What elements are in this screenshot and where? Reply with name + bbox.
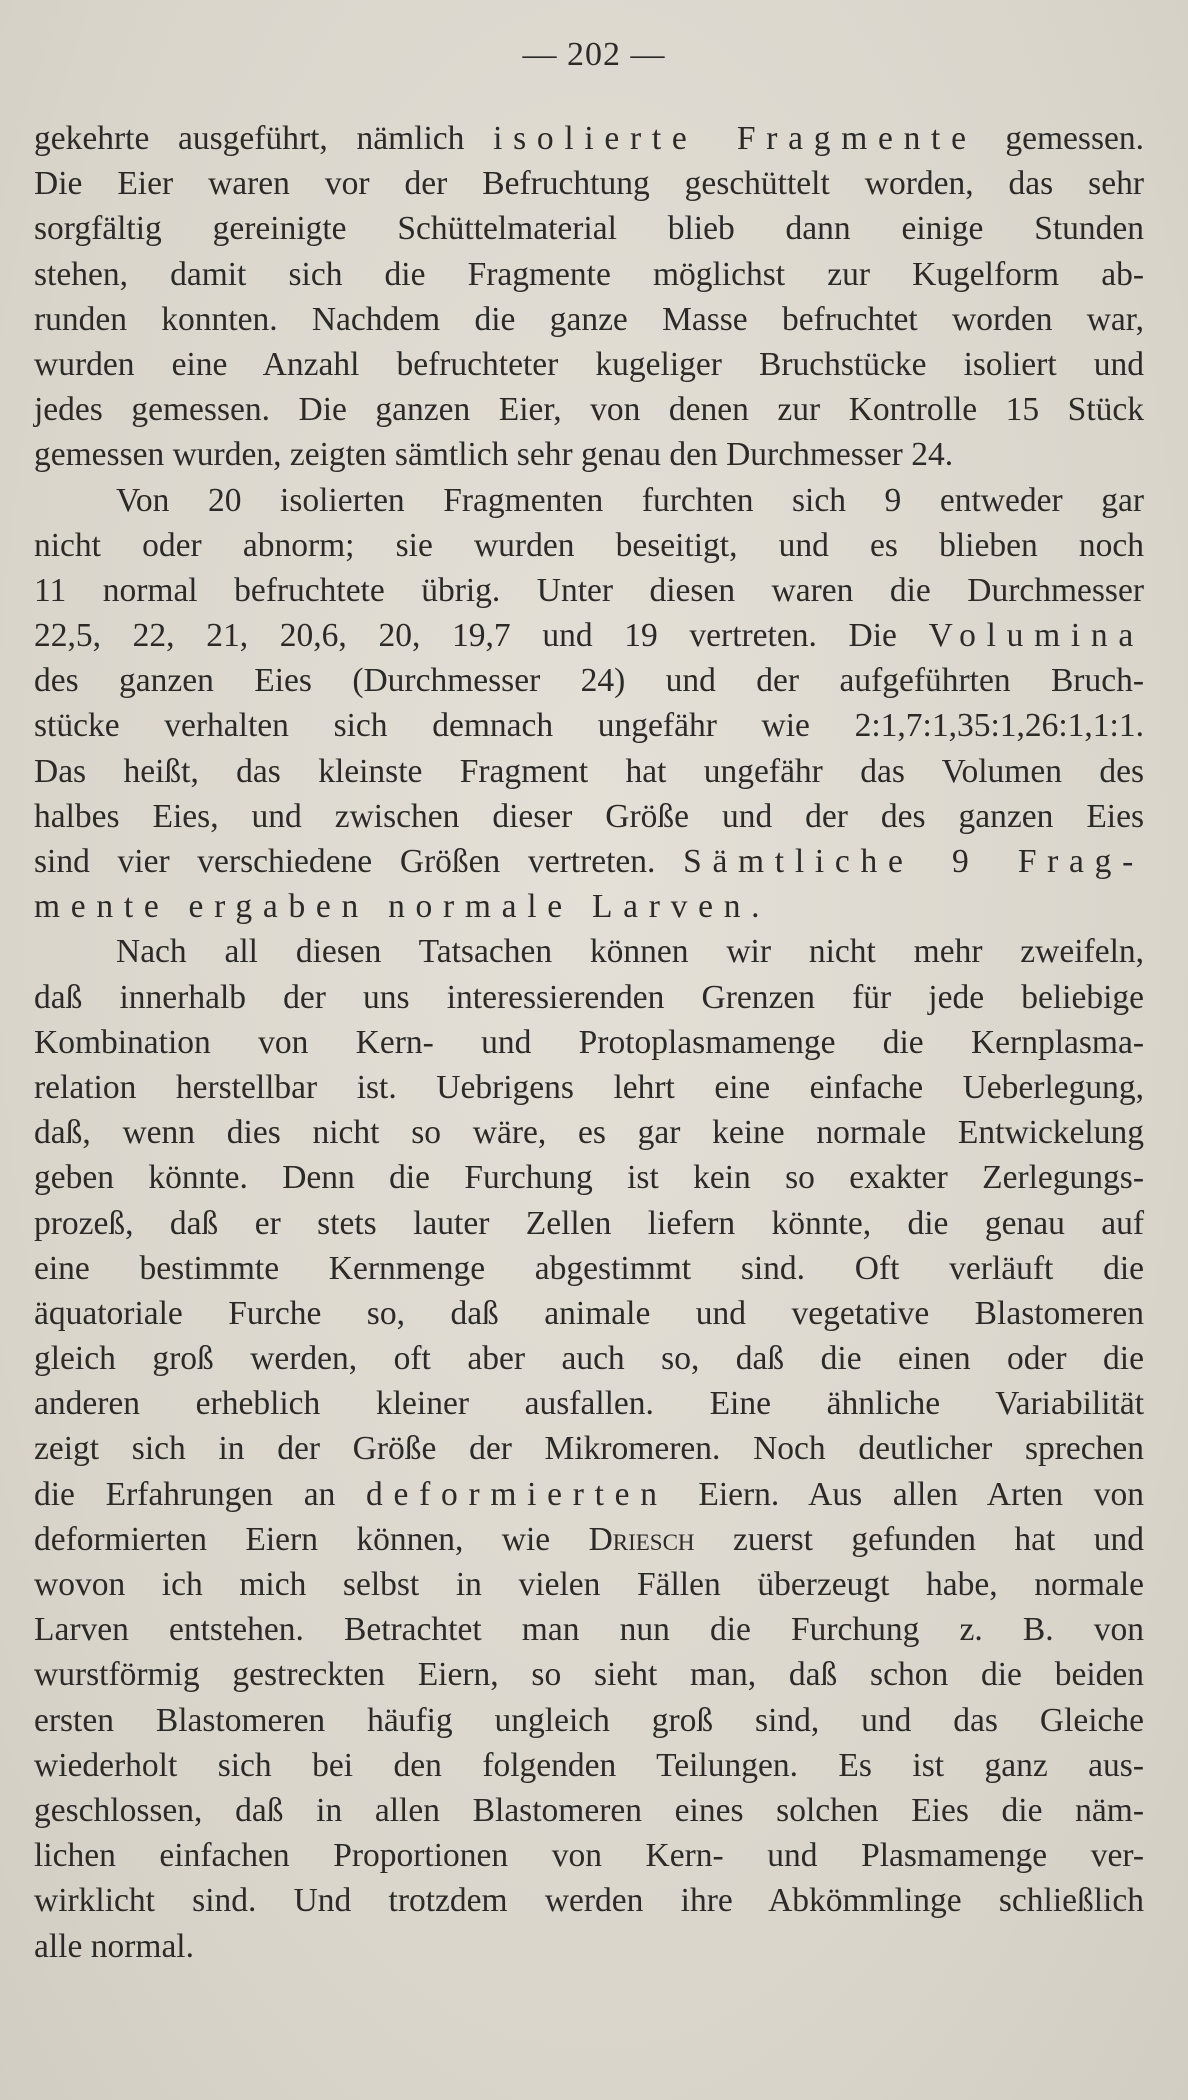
text-line <box>34 1155 1144 1200</box>
text-segment: prozeß, daß er stets lauter Zellen liefern könnte, die genau auf <box>34 1204 1144 1242</box>
text-segment: wiederholt sich bei den folgenden Teilungen. Es ist ganz aus- <box>34 1746 1144 1784</box>
text-line <box>34 613 1144 658</box>
text-segment: stücke verhalten sich demnach ungefähr wie 2:1,7:1,35:1,26:1,1:1. <box>34 707 1144 745</box>
text-segment: Von 20 isolierten Fragmenten furchten sich 9 entweder gar <box>116 481 1144 519</box>
spaced-emphasis: mente ergaben normale Larven. <box>34 888 771 926</box>
text-segment: daß, wenn dies nicht so wäre, es gar keine normale Entwickelung <box>34 1114 1144 1152</box>
text-segment: Larven entstehen. Betrachtet man nun die Furchung z. B. von <box>34 1611 1144 1649</box>
text-line <box>34 839 1144 884</box>
text-segment: gekehrte ausgeführt, nämlich <box>34 120 494 157</box>
text-line <box>34 884 1144 929</box>
text-line <box>34 1201 1144 1246</box>
text-line <box>34 1562 1144 1607</box>
text-segment: runden konnten. Nachdem die ganze Masse befruchtet worden war, <box>34 300 1144 338</box>
spaced-emphasis: isolierte Fragmente <box>493 120 977 157</box>
spaced-emphasis: deformierten <box>366 1475 668 1513</box>
text-line <box>34 1788 1144 1833</box>
text-segment: Die Eier waren vor der Befruchtung geschüttelt worden, das sehr <box>34 165 1144 203</box>
text-segment: ersten Blastomeren häufig ungleich groß sind, und das Gleiche <box>34 1701 1144 1739</box>
text-line <box>34 523 1144 568</box>
text-line <box>34 1336 1144 1381</box>
text-segment: deformierten Eiern können, wie <box>34 1520 589 1558</box>
text-line <box>34 387 1144 432</box>
spaced-emphasis: Volumina <box>928 617 1144 655</box>
text-segment: wurstförmig gestreckten Eiern, so sieht man, daß schon die beiden <box>34 1656 1144 1694</box>
text-segment: wurden eine Anzahl befruchteter kugeliger Bruchstücke isoliert und <box>34 345 1144 383</box>
text-segment: eine bestimmte Kernmenge abgestimmt sind. Oft verläuft die <box>34 1249 1144 1287</box>
text-line <box>34 1924 1144 1969</box>
text-segment: geben könnte. Denn die Furchung ist kein so exakter Zerlegungs- <box>34 1159 1144 1197</box>
text-line <box>34 975 1144 1020</box>
text-line <box>34 568 1144 613</box>
text-line <box>34 658 1144 703</box>
text-line <box>34 206 1144 251</box>
text-line <box>34 478 1144 523</box>
text-segment: gemessen. <box>976 120 1144 157</box>
paragraph <box>34 929 1144 1968</box>
text-segment: gemessen wurden, zeigten sämtlich sehr genau den Durchmesser 24. <box>34 436 954 474</box>
text-line <box>34 1698 1144 1743</box>
text-line <box>34 252 1144 297</box>
text-line <box>34 1065 1144 1110</box>
paragraph <box>34 116 1144 478</box>
text-line <box>34 116 1144 161</box>
text-segment: Nach all diesen Tatsachen können wir nicht mehr zweifeln, <box>116 933 1144 971</box>
text-segment: 22,5, 22, 21, 20,6, 20, 19,7 und 19 vertreten. Die <box>34 617 929 655</box>
text-segment: alle normal. <box>34 1927 194 1965</box>
text-segment: geschlossen, daß in allen Blastomeren eines solchen Eies die näm- <box>34 1791 1144 1829</box>
text-segment: halbes Eies, und zwischen dieser Größe und der des ganzen Eies <box>34 797 1144 835</box>
text-line <box>34 1020 1144 1065</box>
text-line <box>34 1652 1144 1697</box>
text-segment: jedes gemessen. Die ganzen Eier, von denen zur Kontrolle 15 Stück <box>34 391 1144 429</box>
text-line <box>34 1743 1144 1788</box>
text-segment: Eiern. Aus allen Arten von <box>667 1475 1144 1513</box>
spaced-emphasis: Sämtliche 9 Frag- <box>683 843 1144 880</box>
text-line <box>34 703 1144 748</box>
text-segment: wirklicht sind. Und trotzdem werden ihre Abkömmlinge schließlich <box>34 1882 1144 1920</box>
text-line <box>34 342 1144 387</box>
text-line <box>34 1878 1144 1923</box>
body-text <box>34 116 1144 1969</box>
text-segment: äquatoriale Furche so, daß animale und vegetative Blastomeren <box>34 1294 1144 1332</box>
text-line <box>34 929 1144 974</box>
text-segment: gleich groß werden, oft aber auch so, daß die einen oder die <box>34 1340 1144 1378</box>
text-segment: anderen erheblich kleiner ausfallen. Eine ähnliche Variabilität <box>34 1385 1144 1423</box>
text-segment: zeigt sich in der Größe der Mikromeren. Noch deutlicher sprechen <box>34 1430 1144 1468</box>
text-segment: die Erfahrungen an <box>34 1475 367 1513</box>
text-segment: sorgfältig gereinigte Schüttelmaterial blieb dann einige Stunden <box>34 210 1144 248</box>
author-name: Driesch <box>588 1520 695 1558</box>
text-segment: relation herstellbar ist. Uebrigens lehrt eine einfache Ueberlegung, <box>34 1068 1144 1106</box>
text-line <box>34 1607 1144 1652</box>
text-segment: stehen, damit sich die Fragmente möglichst zur Kugelform ab- <box>34 255 1144 293</box>
text-line <box>34 1472 1144 1517</box>
paragraph <box>34 478 1144 930</box>
text-line <box>34 1246 1144 1291</box>
text-segment: des ganzen Eies (Durchmesser 24) und der aufgeführten Bruch- <box>34 662 1144 700</box>
text-line <box>34 749 1144 794</box>
text-line <box>34 297 1144 342</box>
page-number: — 202 — <box>522 36 666 73</box>
text-segment: Kombination von Kern- und Protoplasmamenge die Kernplasma- <box>34 1023 1144 1061</box>
text-line <box>34 794 1144 839</box>
text-line <box>34 1833 1144 1878</box>
text-line <box>34 432 1144 477</box>
text-line <box>34 1110 1144 1155</box>
text-segment: daß innerhalb der uns interessierenden Grenzen für jede beliebige <box>34 978 1144 1016</box>
text-segment: lichen einfachen Proportionen von Kern- und Plasmamenge ver- <box>34 1837 1144 1875</box>
text-segment: wovon ich mich selbst in vielen Fällen überzeugt habe, normale <box>34 1566 1144 1603</box>
text-line <box>34 1426 1144 1471</box>
text-segment: sind vier verschiedene Größen vertreten. <box>34 843 684 880</box>
text-segment: Das heißt, das kleinste Fragment hat ungefähr das Volumen des <box>34 752 1144 790</box>
text-segment: zuerst gefunden hat und <box>694 1520 1145 1558</box>
text-line <box>34 1381 1144 1426</box>
text-segment: 11 normal befruchtete übrig. Unter diesen waren die Durchmesser <box>34 571 1144 609</box>
text-line <box>34 161 1144 206</box>
text-line <box>34 1517 1144 1562</box>
text-line <box>34 1291 1144 1336</box>
text-segment: nicht oder abnorm; sie wurden beseitigt, und es blieben noch <box>34 526 1144 564</box>
